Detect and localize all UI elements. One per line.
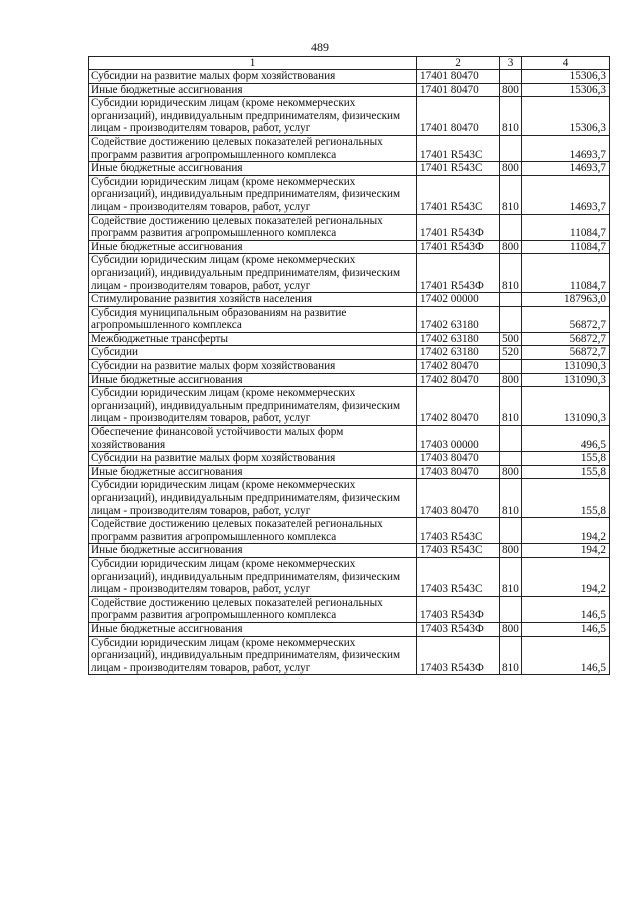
row-name: Субсидии на развитие малых форм хозяйствования (89, 70, 417, 84)
row-expense-type (500, 135, 522, 161)
row-amount: 56872,7 (522, 306, 610, 332)
row-amount: 146,5 (522, 636, 610, 675)
row-code: 17402 80470 (417, 373, 500, 387)
table-row (89, 70, 610, 84)
row-expense-type (500, 360, 522, 374)
table-row (89, 544, 610, 558)
row-name: Субсидии юридическим лицам (кроме некоммерческих организаций), индивидуальным предпринимателям, физическим лицам - производителям товаров, работ, услуг (89, 97, 417, 136)
row-code: 17402 00000 (417, 293, 500, 307)
row-amount: 131090,3 (522, 360, 610, 374)
row-code: 17403 80470 (417, 452, 500, 466)
row-name: Стимулирование развития хозяйств населения (89, 293, 417, 307)
row-expense-type: 810 (500, 479, 522, 518)
table-row (89, 518, 610, 544)
table-row (89, 373, 610, 387)
table-row (89, 332, 610, 346)
table-row (89, 97, 610, 136)
row-code: 17402 63180 (417, 332, 500, 346)
table-row (89, 622, 610, 636)
row-expense-type (500, 306, 522, 332)
row-expense-type (500, 293, 522, 307)
row-code: 17403 80470 (417, 479, 500, 518)
row-name: Субсидии юридическим лицам (кроме некоммерческих организаций), индивидуальным предпринимателям, физическим лицам - производителям товаров, работ, услуг (89, 254, 417, 293)
row-name: Субсидии юридическим лицам (кроме некоммерческих организаций), индивидуальным предпринимателям, физическим лицам - производителям товаров, работ, услуг (89, 557, 417, 596)
row-name: Содействие достижению целевых показателей региональных программ развития агропромышленного комплекса (89, 596, 417, 622)
table-body (89, 57, 610, 675)
row-amount: 194,2 (522, 518, 610, 544)
row-code: 17401 R543С (417, 175, 500, 214)
row-amount: 11084,7 (522, 240, 610, 254)
row-name: Иные бюджетные ассигнования (89, 240, 417, 254)
table-row (89, 479, 610, 518)
row-expense-type (500, 214, 522, 240)
table-row (89, 293, 610, 307)
table-row (89, 135, 610, 161)
table-row (89, 465, 610, 479)
row-expense-type: 800 (500, 465, 522, 479)
row-name: Иные бюджетные ассигнования (89, 162, 417, 176)
table-row (89, 557, 610, 596)
row-code: 17403 R543С (417, 544, 500, 558)
row-code: 17401 R543Ф (417, 254, 500, 293)
row-expense-type: 800 (500, 162, 522, 176)
row-name: Субсидии юридическим лицам (кроме некоммерческих организаций), индивидуальным предпринимателям, физическим лицам - производителям товаров, работ, услуг (89, 175, 417, 214)
row-code: 17401 80470 (417, 97, 500, 136)
row-code: 17401 80470 (417, 70, 500, 84)
row-name: Содействие достижению целевых показателей региональных программ развития агропромышленного комплекса (89, 135, 417, 161)
row-amount: 56872,7 (522, 346, 610, 360)
row-expense-type: 800 (500, 544, 522, 558)
row-code: 17403 R543Ф (417, 622, 500, 636)
row-amount: 14693,7 (522, 162, 610, 176)
row-expense-type: 520 (500, 346, 522, 360)
row-expense-type: 500 (500, 332, 522, 346)
budget-table (88, 56, 610, 675)
column-header-3: 3 (500, 57, 522, 70)
row-code: 17403 R543Ф (417, 596, 500, 622)
column-header-4: 4 (522, 57, 610, 70)
row-code: 17402 80470 (417, 360, 500, 374)
row-expense-type: 810 (500, 387, 522, 426)
row-expense-type: 800 (500, 240, 522, 254)
table-row (89, 452, 610, 466)
row-name: Иные бюджетные ассигнования (89, 544, 417, 558)
table-row (89, 426, 610, 452)
table-row (89, 596, 610, 622)
row-amount: 155,8 (522, 465, 610, 479)
row-name: Субсидии (89, 346, 417, 360)
row-code: 17403 R543С (417, 518, 500, 544)
row-expense-type: 810 (500, 557, 522, 596)
row-amount: 14693,7 (522, 175, 610, 214)
row-amount: 194,2 (522, 544, 610, 558)
row-amount: 15306,3 (522, 70, 610, 84)
row-expense-type: 810 (500, 254, 522, 293)
row-amount: 56872,7 (522, 332, 610, 346)
row-name: Субсидии на развитие малых форм хозяйствования (89, 452, 417, 466)
table-row (89, 636, 610, 675)
row-expense-type (500, 70, 522, 84)
row-name: Содействие достижению целевых показателей региональных программ развития агропромышленного комплекса (89, 214, 417, 240)
table-row (89, 254, 610, 293)
row-name: Субсидия муниципальным образованиям на развитие агропромышленного комплекса (89, 306, 417, 332)
column-header-2: 2 (417, 57, 500, 70)
table-row (89, 175, 610, 214)
table-row (89, 306, 610, 332)
row-amount: 146,5 (522, 596, 610, 622)
row-amount: 11084,7 (522, 214, 610, 240)
row-amount: 155,8 (522, 479, 610, 518)
row-name: Обеспечение финансовой устойчивости малых форм хозяйствования (89, 426, 417, 452)
row-amount: 11084,7 (522, 254, 610, 293)
row-name: Иные бюджетные ассигнования (89, 83, 417, 97)
row-name: Субсидии юридическим лицам (кроме некоммерческих организаций), индивидуальным предпринимателям, физическим лицам - производителям товаров, работ, услуг (89, 387, 417, 426)
row-code: 17401 R543С (417, 135, 500, 161)
row-code: 17401 80470 (417, 83, 500, 97)
row-code: 17401 R543С (417, 162, 500, 176)
row-code: 17402 63180 (417, 306, 500, 332)
row-name: Субсидии юридическим лицам (кроме некоммерческих организаций), индивидуальным предпринимателям, физическим лицам - производителям товаров, работ, услуг (89, 479, 417, 518)
row-amount: 194,2 (522, 557, 610, 596)
table-row (89, 360, 610, 374)
table-row (89, 387, 610, 426)
row-expense-type: 800 (500, 622, 522, 636)
row-amount: 14693,7 (522, 135, 610, 161)
column-header-1: 1 (89, 57, 417, 70)
row-code: 17403 R543С (417, 557, 500, 596)
row-code: 17402 80470 (417, 387, 500, 426)
row-name: Субсидии юридическим лицам (кроме некоммерческих организаций), индивидуальным предпринимателям, физическим лицам - производителям товаров, работ, услуг (89, 636, 417, 675)
row-amount: 146,5 (522, 622, 610, 636)
row-amount: 15306,3 (522, 97, 610, 136)
table-row (89, 346, 610, 360)
table-row (89, 240, 610, 254)
row-code: 17401 R543Ф (417, 240, 500, 254)
row-amount: 15306,3 (522, 83, 610, 97)
table-row (89, 162, 610, 176)
table-row (89, 214, 610, 240)
row-expense-type: 810 (500, 175, 522, 214)
row-amount: 187963,0 (522, 293, 610, 307)
row-expense-type: 800 (500, 83, 522, 97)
row-code: 17403 00000 (417, 426, 500, 452)
row-expense-type (500, 518, 522, 544)
row-name: Межбюджетные трансферты (89, 332, 417, 346)
row-amount: 155,8 (522, 452, 610, 466)
row-name: Иные бюджетные ассигнования (89, 373, 417, 387)
row-expense-type (500, 426, 522, 452)
row-code: 17401 R543Ф (417, 214, 500, 240)
row-name: Иные бюджетные ассигнования (89, 622, 417, 636)
row-code: 17403 80470 (417, 465, 500, 479)
row-expense-type: 810 (500, 97, 522, 136)
table-header-row (89, 57, 610, 70)
row-amount: 496,5 (522, 426, 610, 452)
row-name: Содействие достижению целевых показателей региональных программ развития агропромышленного комплекса (89, 518, 417, 544)
row-amount: 131090,3 (522, 387, 610, 426)
row-expense-type: 800 (500, 373, 522, 387)
row-expense-type (500, 452, 522, 466)
row-expense-type: 810 (500, 636, 522, 675)
page-number: 489 (311, 40, 329, 54)
row-expense-type (500, 596, 522, 622)
table-row (89, 83, 610, 97)
row-amount: 131090,3 (522, 373, 610, 387)
row-code: 17403 R543Ф (417, 636, 500, 675)
row-name: Субсидии на развитие малых форм хозяйствования (89, 360, 417, 374)
row-name: Иные бюджетные ассигнования (89, 465, 417, 479)
row-code: 17402 63180 (417, 346, 500, 360)
